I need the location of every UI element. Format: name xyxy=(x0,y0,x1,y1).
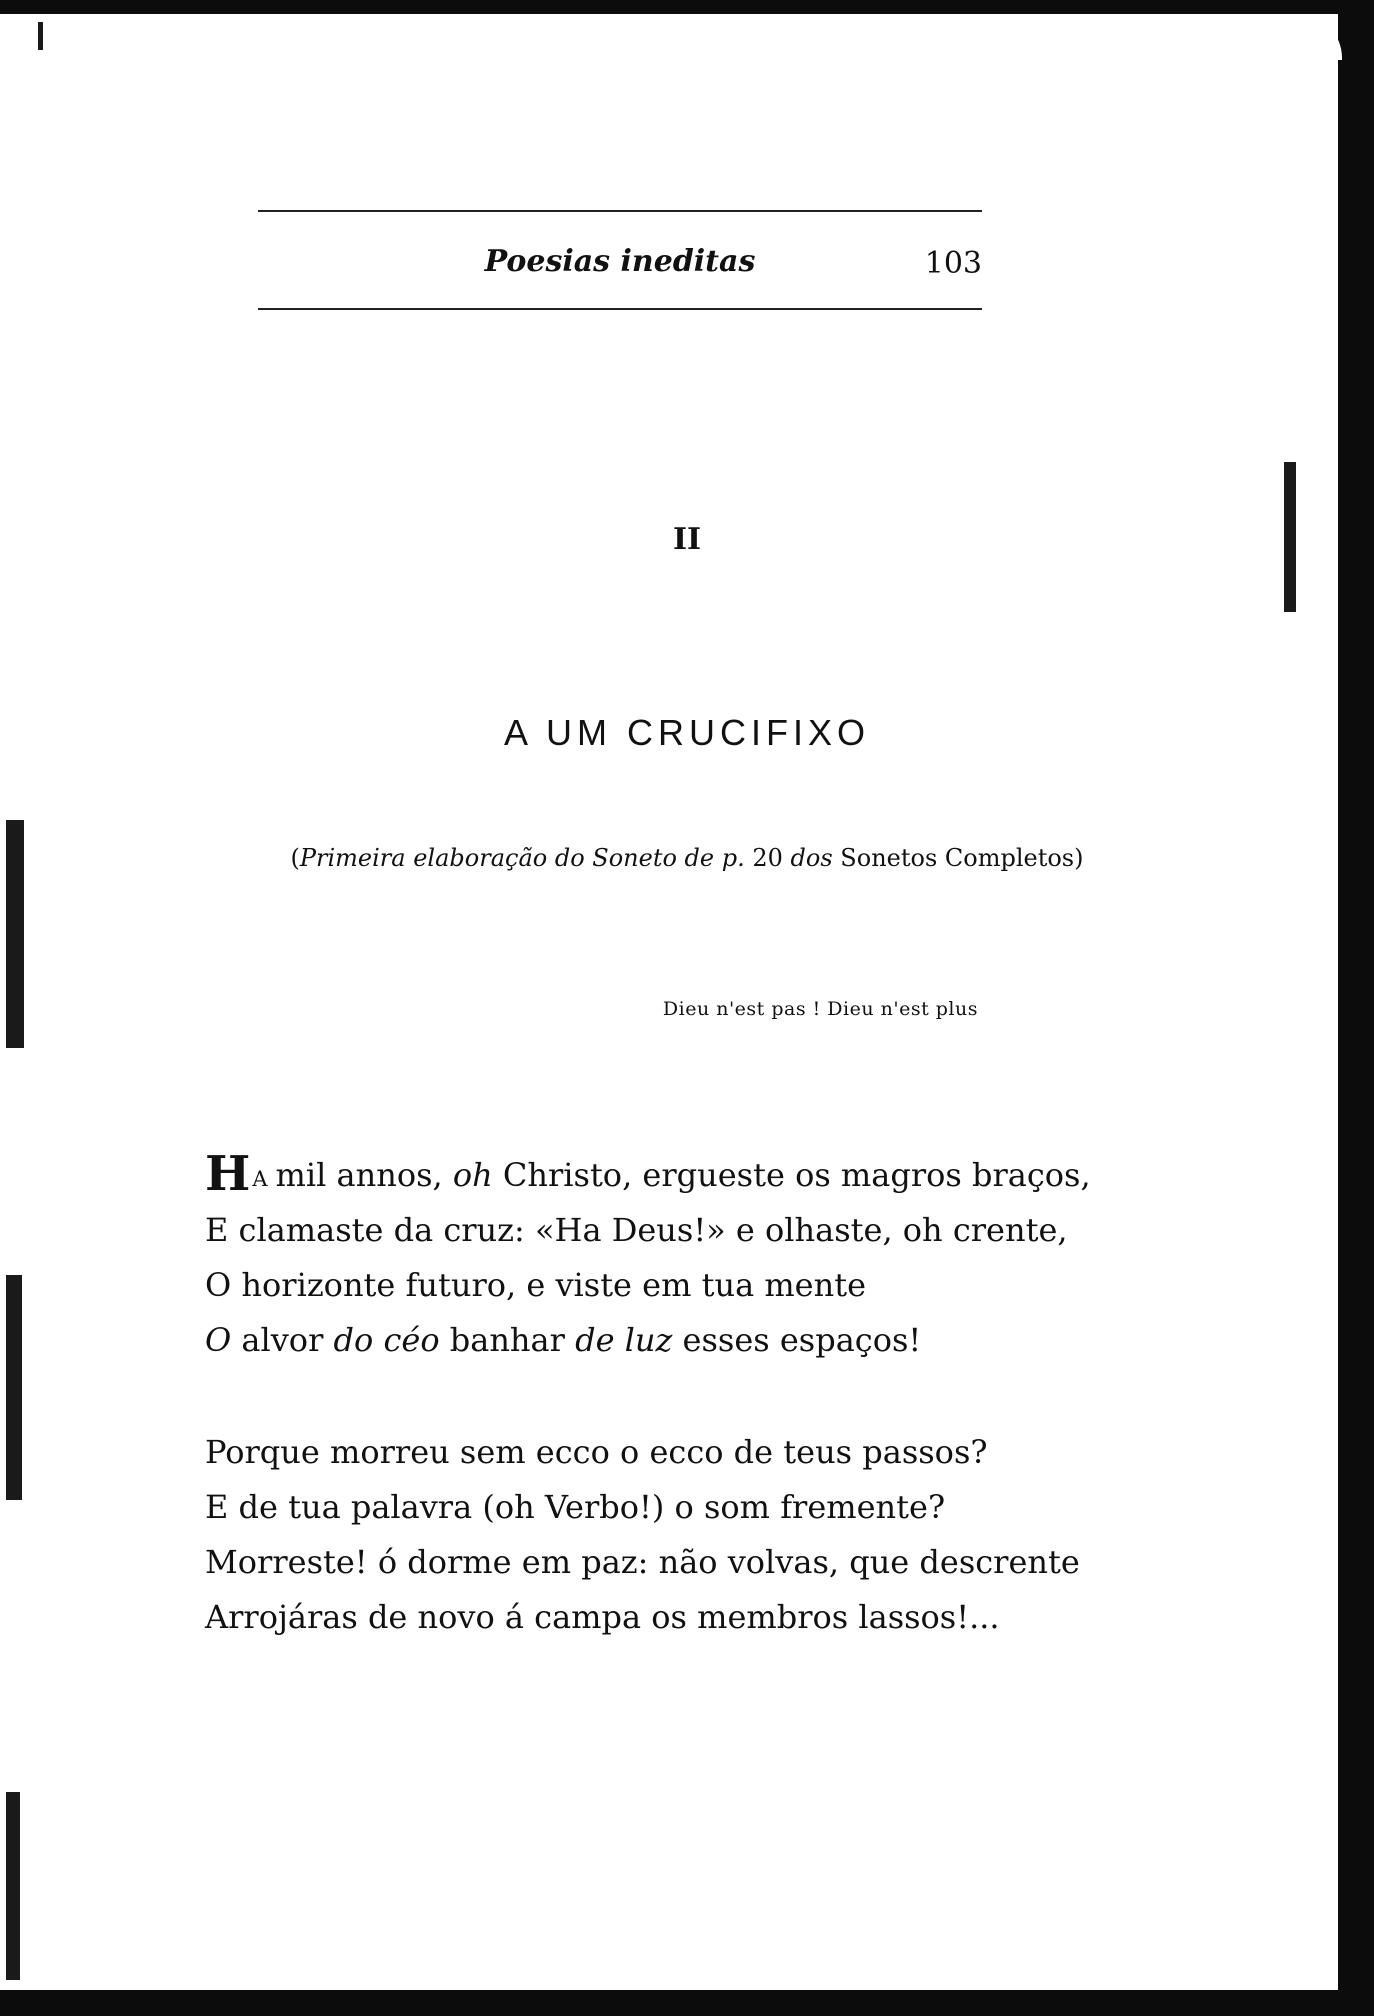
scan-border-bottom xyxy=(0,1990,1374,2016)
verse-line: E de tua palavra (oh Verbo!) o som fremente? xyxy=(205,1488,946,1526)
page-corner xyxy=(1296,14,1342,60)
verse-text: esses espaços! xyxy=(672,1321,922,1359)
verse-line xyxy=(205,1146,1091,1203)
running-header xyxy=(258,208,982,310)
verse-line: Porque morreu sem ecco o ecco de teus passos? xyxy=(205,1433,988,1471)
margin-mark xyxy=(6,1792,20,1980)
subtitle-italic: Primeira elaboração do Soneto de p. xyxy=(299,844,745,872)
poem-title: A UM CRUCIFIXO xyxy=(503,712,870,753)
verse-line: Arrojáras de novo á campa os membros lassos!... xyxy=(205,1598,1000,1636)
margin-mark xyxy=(38,22,43,50)
scan-border-top xyxy=(0,0,1374,14)
verse-italic: de luz xyxy=(575,1321,673,1359)
small-caps: A xyxy=(252,1167,268,1191)
verse-italic: do céo xyxy=(333,1321,440,1359)
subtitle-number: 20 xyxy=(744,844,791,872)
poem-subtitle xyxy=(0,844,1374,872)
margin-mark xyxy=(6,1275,22,1500)
page-number: 103 xyxy=(924,246,982,281)
verse-text: mil annos, xyxy=(275,1156,453,1194)
header-rule-top xyxy=(258,210,982,212)
subtitle-roman: Sonetos Completos) xyxy=(832,844,1084,872)
verse-line: E clamaste da cruz: «Ha Deus!» e olhaste, oh crente, xyxy=(205,1211,1068,1249)
subtitle-open-paren: ( xyxy=(290,844,300,872)
running-title: Poesias ineditas xyxy=(484,244,756,279)
section-numeral: II xyxy=(672,522,702,557)
verse-line: O horizonte futuro, e viste em tua mente xyxy=(205,1266,867,1304)
verse-text: Christo, ergueste os magros braços, xyxy=(492,1156,1091,1194)
header-rule-bottom xyxy=(258,308,982,310)
verse-line xyxy=(205,1313,1065,1368)
verse-text: banhar xyxy=(439,1321,576,1359)
subtitle-dos: dos xyxy=(790,844,833,872)
epigraph: Dieu n'est pas ! Dieu n'est plus xyxy=(662,998,978,1020)
verse-text: alvor xyxy=(231,1321,334,1359)
scan-border-right xyxy=(1338,14,1374,1990)
verse-italic: oh xyxy=(452,1156,493,1194)
verse-line: Morreste! ó dorme em paz: não volvas, que descrente xyxy=(205,1543,1080,1581)
drop-cap: H xyxy=(205,1146,251,1202)
verse-italic: O xyxy=(205,1321,232,1359)
stanza-2 xyxy=(205,1425,1080,1645)
stanza-1 xyxy=(205,1146,1091,1368)
